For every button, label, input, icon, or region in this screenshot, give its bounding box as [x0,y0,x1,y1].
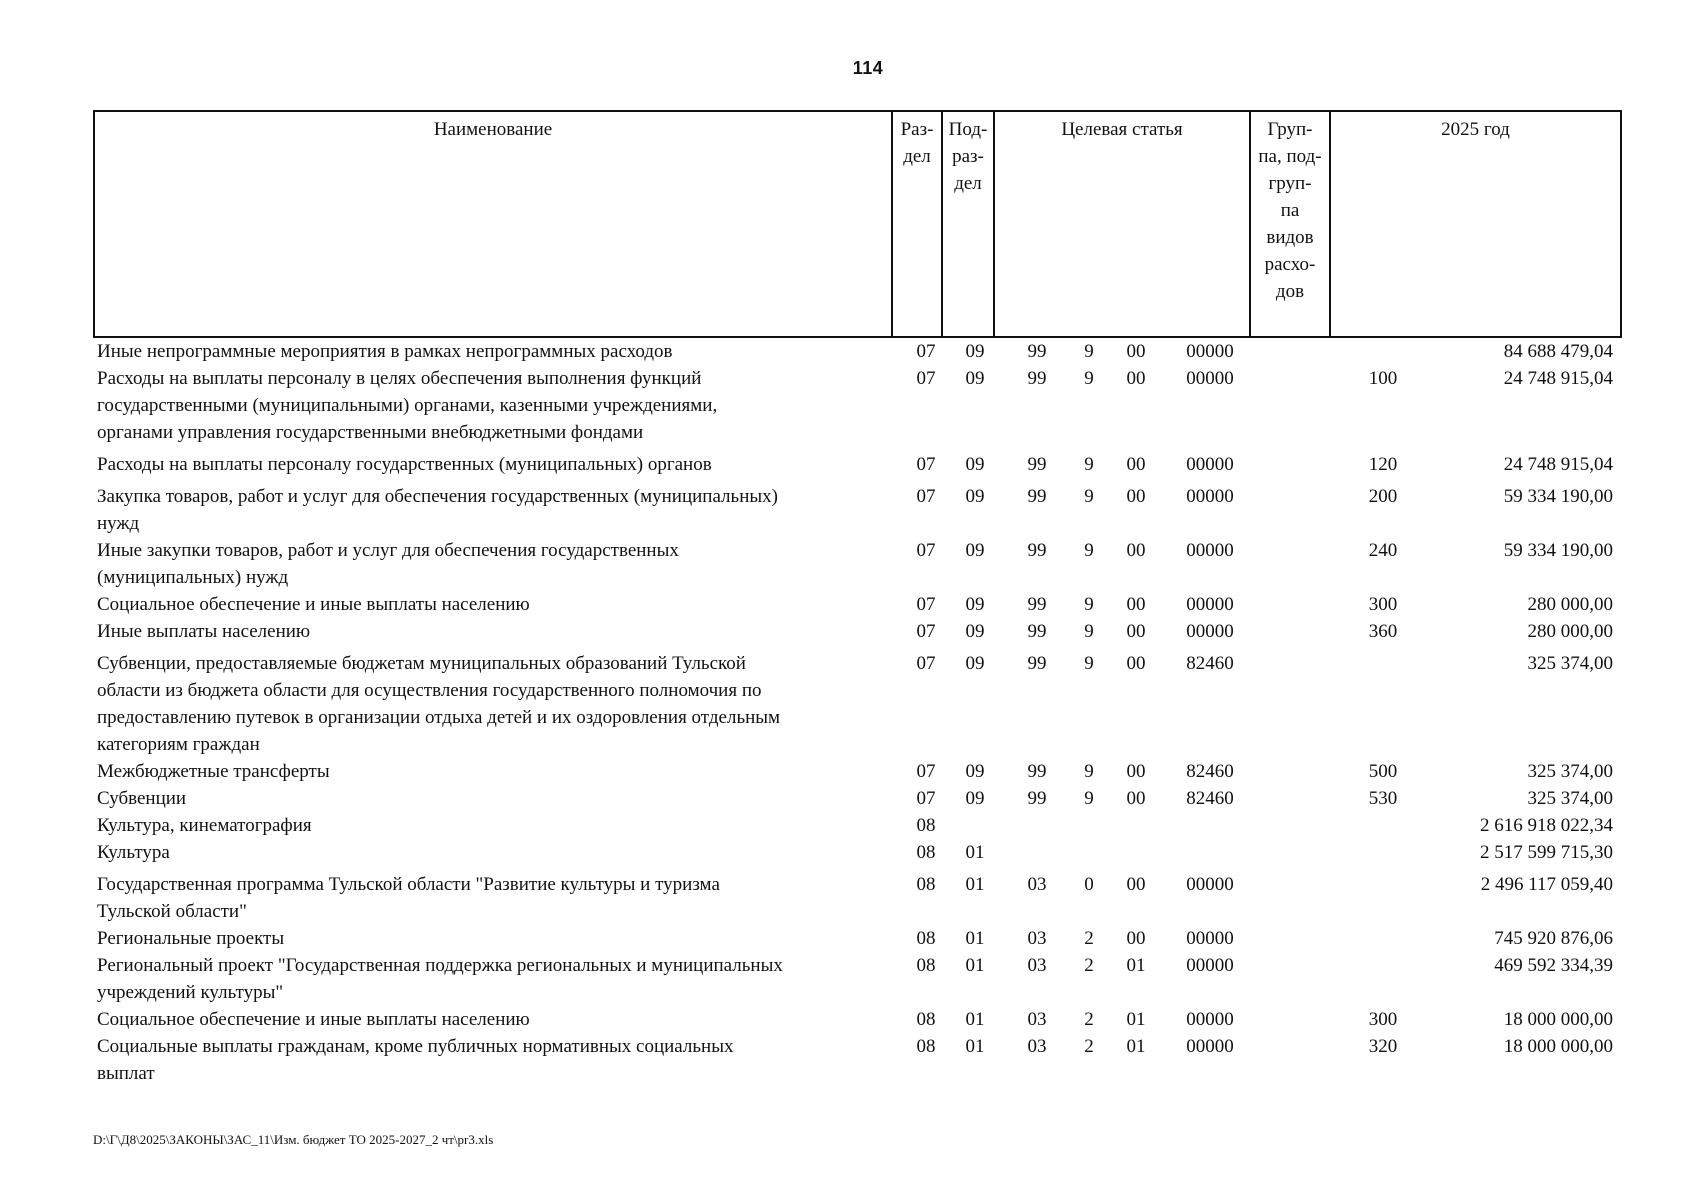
cell-target-direction: 00000 [1186,621,1234,642]
cell-target-event: 01 [1126,955,1146,976]
cell-target-event: 00 [1126,653,1146,674]
cell-podrazdel: 09 [965,454,985,475]
table-row [93,839,1620,866]
cell-target-program: 99 [1027,486,1047,507]
row-name [97,365,882,446]
cell-target-subprogram: 9 [1084,368,1094,389]
cell-target-program: 99 [1027,788,1047,809]
cell-podrazdel: 01 [965,928,985,949]
cell-target-subprogram: 9 [1084,341,1094,362]
table-row [93,812,1620,839]
table-row [93,785,1620,812]
cell-amount-2025: 280 000,00 [1527,621,1613,642]
cell-target-program: 99 [1027,653,1047,674]
table-row [93,365,1620,446]
cell-target-program: 99 [1027,621,1047,642]
cell-amount-2025: 325 374,00 [1527,653,1613,674]
cell-target-direction: 00000 [1186,928,1234,949]
cell-target-direction: 00000 [1186,594,1234,615]
cell-razdel: 07 [916,621,936,642]
row-name-line: Закупка товаров, работ и услуг для обеспечения государственных (муниципальных) [97,486,778,507]
cell-target-event: 00 [1126,594,1146,615]
cell-target-event: 00 [1126,874,1146,895]
cell-amount-2025: 24 748 915,04 [1503,368,1613,389]
table-body [93,338,1620,1087]
cell-razdel: 07 [916,653,936,674]
cell-target-event: 01 [1126,1036,1146,1057]
cell-razdel: 08 [916,1009,936,1030]
cell-target-direction: 00000 [1186,486,1234,507]
cell-amount-2025: 2 496 117 059,40 [1480,874,1613,895]
cell-target-direction: 00000 [1186,874,1234,895]
cell-podrazdel: 09 [965,368,985,389]
row-name-line: области из бюджета области для осуществления государственного полномочия по [97,680,762,701]
cell-target-subprogram: 9 [1084,621,1094,642]
cell-amount-2025: 18 000 000,00 [1503,1036,1613,1057]
cell-target-event: 00 [1126,540,1146,561]
cell-amount-2025: 325 374,00 [1527,761,1613,782]
cell-target-subprogram: 9 [1084,788,1094,809]
table-row [93,925,1620,952]
cell-expense-group: 530 [1368,788,1398,809]
cell-target-program: 99 [1027,761,1047,782]
row-name-line: Иные непрограммные мероприятия в рамках непрограммных расходов [97,341,673,362]
row-name-line: Тульской области" [97,901,247,922]
cell-target-program: 99 [1027,540,1047,561]
cell-target-program: 99 [1027,368,1047,389]
cell-expense-group: 100 [1368,368,1398,389]
cell-target-event: 00 [1126,928,1146,949]
cell-target-subprogram: 9 [1084,653,1094,674]
cell-expense-group: 320 [1368,1036,1398,1057]
cell-amount-2025: 2 517 599 715,30 [1480,842,1613,863]
cell-razdel: 07 [916,788,936,809]
cell-amount-2025: 18 000 000,00 [1503,1009,1613,1030]
cell-target-event: 00 [1126,341,1146,362]
cell-podrazdel: 01 [965,955,985,976]
cell-razdel: 07 [916,761,936,782]
cell-razdel: 07 [916,540,936,561]
header-name: Наименование [94,111,892,337]
row-name-line: (муниципальных) нужд [97,567,289,588]
cell-podrazdel: 09 [965,653,985,674]
row-name-line: Расходы на выплаты персоналу в целях обеспечения выполнения функций [97,368,702,389]
row-name-line: категориям граждан [97,734,260,755]
row-name-line: Межбюджетные трансферты [97,761,330,782]
cell-target-event: 00 [1126,621,1146,642]
cell-target-direction: 82460 [1186,761,1234,782]
row-name-line: Иные закупки товаров, работ и услуг для обеспечения государственных [97,540,679,561]
cell-target-subprogram: 9 [1084,761,1094,782]
cell-expense-group: 300 [1368,1009,1398,1030]
row-name [97,925,882,952]
cell-razdel: 07 [916,454,936,475]
row-name [97,871,882,925]
cell-target-event: 01 [1126,1009,1146,1030]
cell-expense-group: 120 [1368,454,1398,475]
row-name [97,537,882,591]
cell-target-subprogram: 9 [1084,454,1094,475]
table-row [93,758,1620,785]
cell-podrazdel: 09 [965,486,985,507]
cell-target-direction: 00000 [1186,368,1234,389]
cell-amount-2025: 280 000,00 [1527,594,1613,615]
row-name [97,1006,882,1033]
cell-podrazdel: 01 [965,1009,985,1030]
cell-amount-2025: 59 334 190,00 [1503,540,1613,561]
row-name [97,839,882,866]
cell-target-event: 00 [1126,761,1146,782]
table-header [93,110,1622,338]
row-name [97,618,882,645]
cell-target-direction: 00000 [1186,1009,1234,1030]
table-row [93,1006,1620,1033]
row-name [97,812,882,839]
row-name-line: предоставлению путевок в организации отдыха детей и их оздоровления отдельным [97,707,781,728]
cell-podrazdel: 01 [965,842,985,863]
row-name [97,1033,882,1087]
cell-amount-2025: 469 592 334,39 [1494,955,1613,976]
cell-target-direction: 82460 [1186,788,1234,809]
row-name-line: Иные выплаты населению [97,621,311,642]
file-path: D:\Г\Д8\2025\ЗАКОНЫ\ЗАС_11\Изм. бюджет ТО 2025-2027_2 чт\pr3.xls [93,1132,494,1147]
cell-target-subprogram: 9 [1084,540,1094,561]
table-row [93,952,1620,1006]
cell-razdel: 08 [916,842,936,863]
cell-podrazdel: 09 [965,761,985,782]
cell-target-program: 99 [1027,341,1047,362]
cell-expense-group: 360 [1368,621,1398,642]
cell-target-program: 03 [1027,955,1047,976]
cell-amount-2025: 59 334 190,00 [1503,486,1613,507]
row-name [97,758,882,785]
cell-target-direction: 00000 [1186,341,1234,362]
cell-razdel: 08 [916,955,936,976]
row-name-line: Культура [97,842,170,863]
table-row [93,591,1620,618]
cell-expense-group: 240 [1368,540,1398,561]
row-name-line: учреждений культуры" [97,982,284,1003]
cell-expense-group: 200 [1368,486,1398,507]
row-name [97,952,882,1006]
cell-razdel: 08 [916,1036,936,1057]
cell-podrazdel: 09 [965,788,985,809]
cell-target-program: 03 [1027,928,1047,949]
header-year: 2025 год [1330,111,1621,337]
cell-target-subprogram: 2 [1084,1036,1094,1057]
cell-target-subprogram: 0 [1084,874,1094,895]
cell-target-direction: 82460 [1186,653,1234,674]
cell-target-direction: 00000 [1186,955,1234,976]
cell-amount-2025: 24 748 915,04 [1503,454,1613,475]
header-razdel: Раз- дел [892,111,942,337]
table-row [93,483,1620,537]
cell-podrazdel: 09 [965,594,985,615]
cell-target-subprogram: 2 [1084,1009,1094,1030]
row-name-line: Региональный проект "Государственная поддержка региональных и муниципальных [97,955,783,976]
cell-target-subprogram: 9 [1084,486,1094,507]
row-name-line: выплат [97,1063,155,1084]
row-name [97,650,882,758]
row-name [97,785,882,812]
cell-amount-2025: 2 616 918 022,34 [1480,815,1613,836]
cell-razdel: 08 [916,928,936,949]
row-name-line: государственными (муниципальными) органами, казенными учреждениями, [97,395,718,416]
table-row [93,871,1620,925]
cell-razdel: 07 [916,486,936,507]
cell-target-event: 00 [1126,368,1146,389]
table-row [93,338,1620,365]
row-name-line: Культура, кинематография [97,815,312,836]
cell-amount-2025: 84 688 479,04 [1503,341,1613,362]
cell-target-event: 00 [1126,486,1146,507]
row-name-line: Субвенции [97,788,187,809]
table-row [93,1033,1620,1087]
table-row [93,451,1620,478]
cell-razdel: 07 [916,368,936,389]
header-target: Целевая статья [994,111,1250,337]
cell-expense-group: 500 [1368,761,1398,782]
row-name-line: Социальное обеспечение и иные выплаты населению [97,594,530,615]
table-row [93,618,1620,645]
row-name [97,338,882,365]
row-name-line: Расходы на выплаты персоналу государственных (муниципальных) органов [97,454,712,475]
cell-target-subprogram: 2 [1084,928,1094,949]
header-podrazdel: Под- раз- дел [942,111,994,337]
cell-target-direction: 00000 [1186,540,1234,561]
cell-podrazdel: 01 [965,874,985,895]
cell-razdel: 07 [916,594,936,615]
cell-target-direction: 00000 [1186,454,1234,475]
cell-target-direction: 00000 [1186,1036,1234,1057]
cell-target-program: 03 [1027,1009,1047,1030]
row-name-line: Субвенции, предоставляемые бюджетам муниципальных образований Тульской [97,653,746,674]
cell-target-subprogram: 2 [1084,955,1094,976]
cell-amount-2025: 325 374,00 [1527,788,1613,809]
cell-target-program: 99 [1027,594,1047,615]
cell-razdel: 08 [916,874,936,895]
cell-razdel: 08 [916,815,936,836]
cell-podrazdel: 09 [965,341,985,362]
table-row [93,650,1620,758]
row-name-line: Государственная программа Тульской области "Развитие культуры и туризма [97,874,720,895]
row-name [97,451,882,478]
cell-podrazdel: 09 [965,540,985,561]
row-name-line: органами управления государственными внебюджетными фондами [97,422,644,443]
row-name-line: Региональные проекты [97,928,285,949]
cell-podrazdel: 01 [965,1036,985,1057]
row-name-line: нужд [97,513,140,534]
row-name [97,483,882,537]
table-row [93,537,1620,591]
row-name-line: Социальные выплаты гражданам, кроме публичных нормативных социальных [97,1036,734,1057]
page-number: 114 [852,58,884,78]
cell-amount-2025: 745 920 876,06 [1494,928,1613,949]
cell-target-program: 03 [1027,874,1047,895]
header-group: Груп- па, под- груп- па видов расхо- дов [1250,111,1330,337]
row-name-line: Социальное обеспечение и иные выплаты населению [97,1009,530,1030]
cell-target-subprogram: 9 [1084,594,1094,615]
cell-target-program: 03 [1027,1036,1047,1057]
cell-target-event: 00 [1126,788,1146,809]
cell-target-program: 99 [1027,454,1047,475]
cell-expense-group: 300 [1368,594,1398,615]
cell-podrazdel: 09 [965,621,985,642]
cell-razdel: 07 [916,341,936,362]
cell-target-event: 00 [1126,454,1146,475]
row-name [97,591,882,618]
